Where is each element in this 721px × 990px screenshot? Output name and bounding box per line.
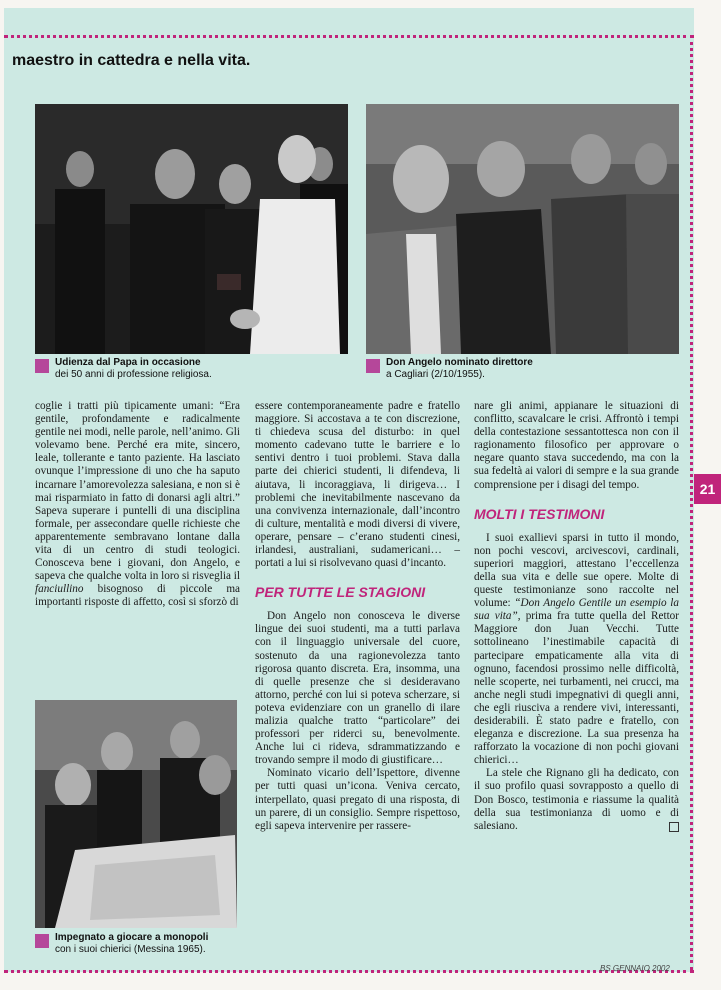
photo-cagliari (366, 104, 679, 354)
caption-pope-audience (35, 357, 348, 385)
caption-line: dei 50 anni di professione religiosa. (55, 369, 212, 380)
section-heading: PER TUTTE LE STAGIONI (255, 584, 426, 601)
text-run: coglie i tratti più tipicamente umani: “Era gentile, profondamente e radicalmente gentile nei modi, nelle parole, nell’animo. Gli volevamo bene. Perché era mite, sincero, leale, tollerante e tanto paziente. Ha lasciato ovunque l’impressione di uno che ha saputo incarnare l’amorevolezza salesiana, e non si è mai risparmiato in fatto di donarsi agli altri.” Sapeva superare i puntelli di una disciplina formale, per assecondare quelle richieste che apparentemente sembravano lontane dalla vita di un centro di studi teologici. Conosceva bene i giovani, don Angelo, e sapeva che qualche volta in loro si risveglia il (35, 400, 240, 583)
right-dotted-rule (690, 35, 693, 970)
caption-line: Impegnato a giocare a monopoli (55, 932, 209, 943)
article-paragraph (474, 532, 679, 768)
bottom-dotted-rule (4, 970, 694, 973)
article-paragraph (474, 767, 679, 832)
page-number-tab: 21 (694, 474, 721, 504)
text-run: , prima fra tutte quella del Rettor Maggiore don Juan Vecchi. Tutte sottolineano l’inestimabile capacità di partecipare empaticamente alla vita di ognuno, facendosi prossimo nelle difficoltà, nelle scoperte, nei turbamenti, nei crucci, ma anche negli studi impegnativi di quegli anni, che egli riusciva a rendere vivi, interessanti, desiderabili. È stato padre e fratello, con eleganza e discrezione. La sua presenza ha rafforzato la vocazione di non pochi giovani chierici… (474, 610, 679, 767)
top-dotted-rule (4, 35, 694, 38)
article-paragraph: essere contemporaneamente padre e fratello maggiore. Si accostava a te con discrezione, ti chiedeva scusa del disturbo: in quel momento cadevano tutte le barriere e lo sentivi dentro i tuoi problemi. Stava dalla parte dei chierici studenti, li difendeva, li aiutava, li incoraggiava, li dirigeva… I problemi che inevitabilmente nascevano da una convivenza internazionale, dall’incontro di culture, mentalità e modi diversi di vivere, operare, pensare – c’erano studenti cinesi, irlandesi, australiani, sudamericani… – portati a lui si risolvevano quasi d’incanto. (255, 400, 460, 570)
caption-line: a Cagliari (2/10/1955). (386, 369, 485, 380)
caption-monopoli (35, 932, 245, 960)
article-column-1 (35, 400, 240, 610)
article-paragraph: Don Angelo non conosceva le diverse lingue dei suoi studenti, ma a tutti parlava con il linguaggio universale del cuore, sostenuto da una ragionevolezza tanto rigorosa quanto discreta. Era, insomma, una di quelle presenze che si desideravano attorno, perché con lui si poteva scherzare, si poteva evidenziare con un granello di ilare malizia qualche tratto “particolare” dei professori per riderci su, benevolmente. Anche lui ci rideva, sdrammatizzando e trovando sempre il modo di giustificare… (255, 610, 460, 767)
text-run: La stele che Rignano gli ha dedicato, con il suo profilo quasi sovrapposto a quello di Don Bosco, testimonia e riassume la qualità della sua testimonianza di uomo e di salesiano. (474, 767, 679, 832)
footer-issue: BS GENNAIO 2002 (600, 964, 670, 973)
caption-line: Don Angelo nominato direttore (386, 357, 533, 368)
article-column-2 (255, 400, 460, 833)
article-paragraph: nare gli animi, appianare le situazioni di conflitto, scavalcare le crisi. Affrontò i tempi della contestazione sessantottesca non con il ragionamento filosofico per approvare o negare quanto stava succedendo, ma con la sua fedeltà ai valori di sempre e la sua grande comprensione per i disagi del tempo. (474, 400, 679, 491)
text-run: bisognoso di piccole ma importanti risposte di affetto, così si sforzò di (35, 583, 240, 609)
photo-pope-audience (35, 104, 348, 354)
italic-text: “Don Angelo Gentile un esempio la sua vita” (474, 597, 679, 623)
text-run: I suoi exallievi sparsi in tutto il mondo, non pochi vescovi, arcivescovi, cardinali, superiori maggiori, attestano l’eccellenza della sua vita e delle sue opere. Molte di queste testimonianze sono raccolte nel volume: (474, 531, 679, 610)
end-of-article-square-icon (669, 822, 679, 832)
article-column-3 (474, 400, 679, 833)
caption-marker (35, 359, 49, 373)
caption-line: con i suoi chierici (Messina 1965). (55, 944, 206, 955)
caption-cagliari (366, 357, 679, 385)
caption-marker (366, 359, 380, 373)
section-heading: MOLTI I TESTIMONI (474, 505, 605, 522)
headline: maestro in cattedra e nella vita. (12, 52, 251, 69)
italic-text: fanciullino (35, 583, 84, 596)
caption-line: Udienza dal Papa in occasione (55, 357, 201, 368)
caption-marker (35, 934, 49, 948)
article-paragraph: Nominato vicario dell’Ispettore, divenne per tutti quasi un’icona. Veniva cercato, interpellato, quasi pregato di una risposta, di un parere, di un consiglio. Sempre rispettoso, egli sapeva intervenire per rassere- (255, 767, 460, 832)
article-paragraph (35, 400, 240, 610)
photo-monopoli (35, 700, 237, 928)
